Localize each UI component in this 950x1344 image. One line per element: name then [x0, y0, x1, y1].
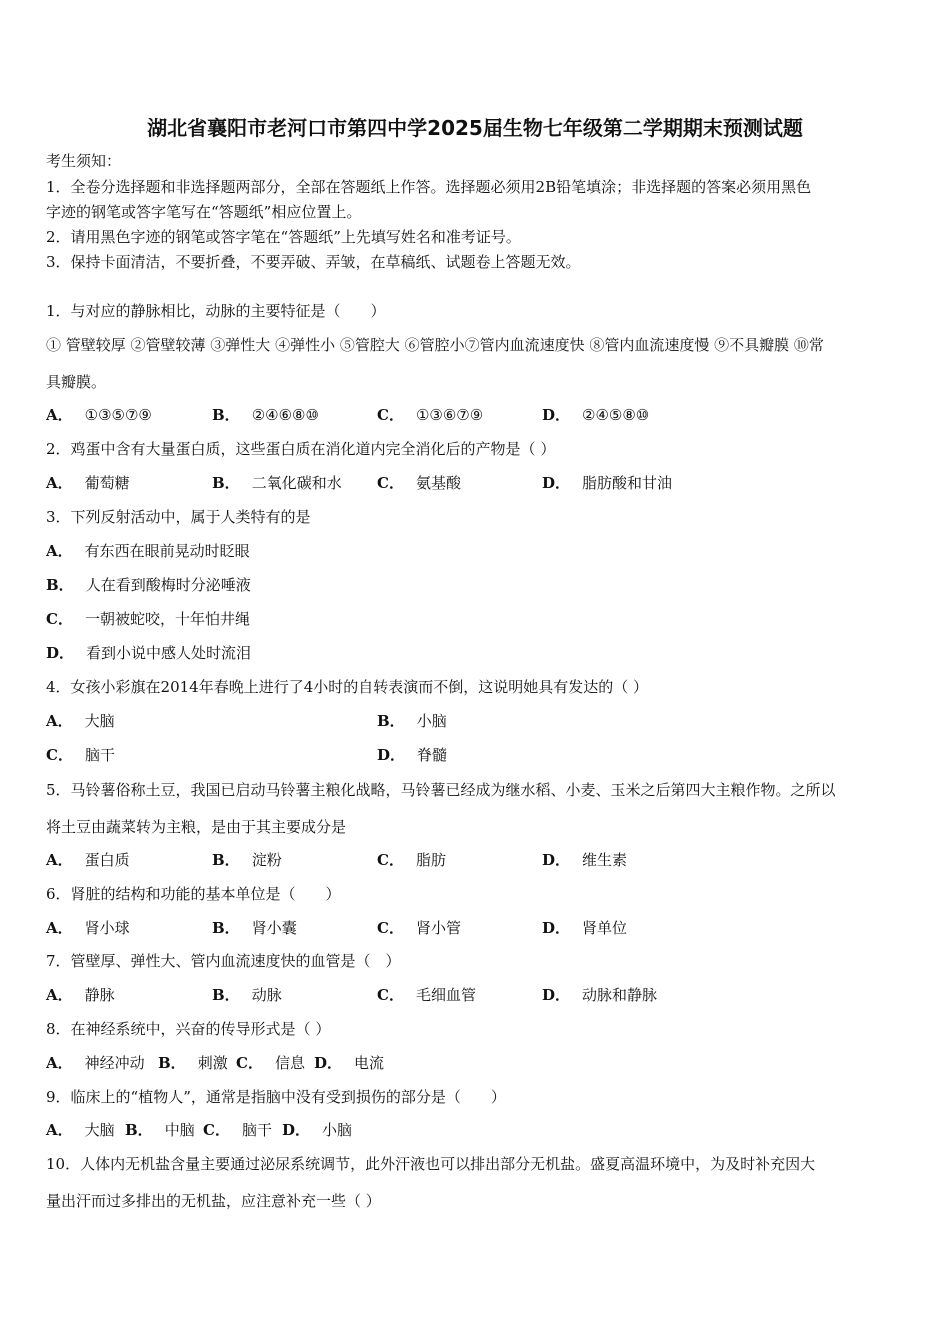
- question-4-option-a[interactable]: A． 大脑: [46, 712, 115, 730]
- question-7-option-a[interactable]: A． 静脉: [46, 986, 115, 1004]
- question-1-option-b[interactable]: B． ②④⑥⑧⑩: [212, 406, 319, 424]
- question-1-option-d[interactable]: D． ②④⑤⑧⑩: [542, 406, 650, 424]
- question-9-option-d[interactable]: D． 小脑: [282, 1121, 353, 1139]
- question-8-stem: 8．在神经系统中，兴奋的传导形式是（ ）: [46, 1020, 331, 1038]
- question-7-option-c[interactable]: C． 毛细血管: [377, 986, 476, 1004]
- question-2-option-d[interactable]: D． 脂肪酸和甘油: [542, 474, 673, 492]
- question-6-stem: 6．肾脏的结构和功能的基本单位是（ ）: [46, 885, 341, 903]
- question-7-option-d[interactable]: D． 动脉和静脉: [542, 986, 658, 1004]
- question-7-stem: 7．管壁厚、弹性大、管内血流速度快的血管是（ ）: [46, 952, 401, 970]
- notice-line-1a: 1．全卷分选择题和非选择题两部分，全部在答题纸上作答。选择题必须用2B铅笔填涂；非选择题的答案必须用黑色: [46, 178, 812, 196]
- question-3-stem: 3．下列反射活动中，属于人类特有的是: [46, 508, 311, 526]
- notice-line-2: 2．请用黑色字迹的钢笔或答字笔在“答题纸”上先填写姓名和准考证号。: [46, 228, 521, 246]
- question-10-stem-a: 10．人体内无机盐含量主要通过泌尿系统调节，此外汗液也可以排出部分无机盐。盛夏高温环境中，为及时补充因大: [46, 1155, 816, 1173]
- question-2-option-b[interactable]: B． 二氧化碳和水: [212, 474, 342, 492]
- question-8-option-b[interactable]: B． 刺激: [158, 1054, 228, 1072]
- question-2-option-c[interactable]: C． 氨基酸: [377, 474, 461, 492]
- question-8-option-a[interactable]: A． 神经冲动: [46, 1054, 145, 1072]
- question-9-option-b[interactable]: B． 中脑: [125, 1121, 195, 1139]
- question-5-option-a[interactable]: A． 蛋白质: [46, 851, 130, 869]
- question-5-option-c[interactable]: C． 脂肪: [377, 851, 446, 869]
- question-9-stem: 9．临床上的“植物人”，通常是指脑中没有受到损伤的部分是（ ）: [46, 1088, 506, 1106]
- question-1-option-c[interactable]: C． ①③⑥⑦⑨: [377, 406, 484, 424]
- question-1-stem: 1．与对应的静脉相比，动脉的主要特征是（ ）: [46, 302, 386, 320]
- question-2-option-a[interactable]: A． 葡萄糖: [46, 474, 130, 492]
- question-3-option-a[interactable]: A． 有东西在眼前晃动时眨眼: [46, 542, 250, 560]
- question-2-stem: 2．鸡蛋中含有大量蛋白质，这些蛋白质在消化道内完全消化后的产物是（ ）: [46, 440, 556, 458]
- question-8-option-d[interactable]: D． 电流: [314, 1054, 385, 1072]
- question-6-option-c[interactable]: C． 肾小管: [377, 919, 461, 937]
- question-8-option-c[interactable]: C． 信息: [236, 1054, 305, 1072]
- question-6-option-d[interactable]: D． 肾单位: [542, 919, 628, 937]
- question-4-option-c[interactable]: C． 脑干: [46, 746, 115, 764]
- question-6-option-b[interactable]: B． 肾小囊: [212, 919, 297, 937]
- question-3-option-c[interactable]: C． 一朝被蛇咬，十年怕井绳: [46, 610, 250, 628]
- question-3-option-d[interactable]: D． 看到小说中感人处时流泪: [46, 644, 252, 662]
- notice-heading: 考生须知：: [46, 152, 122, 170]
- question-10-stem-b: 量出汗而过多排出的无机盐，应注意补充一些（ ）: [46, 1192, 381, 1210]
- question-9-option-a[interactable]: A． 大脑: [46, 1121, 115, 1139]
- question-1-items-a: ① 管壁较厚 ②管壁较薄 ③弹性大 ④弹性小 ⑤管腔大 ⑥管腔小⑦管内血流速度快 ⑧管内血流速度慢 ⑨不具瓣膜 ⑩常: [46, 336, 824, 354]
- page-title: 湖北省襄阳市老河口市第四中学2025届生物七年级第二学期期末预测试题: [147, 116, 803, 140]
- notice-line-3: 3．保持卡面清洁，不要折叠，不要弄破、弄皱，在草稿纸、试题卷上答题无效。: [46, 253, 581, 271]
- question-5-option-d[interactable]: D． 维生素: [542, 851, 628, 869]
- question-4-option-b[interactable]: B． 小脑: [377, 712, 447, 730]
- question-1-items-b: 具瓣膜。: [46, 373, 107, 391]
- question-9-option-c[interactable]: C． 脑干: [203, 1121, 272, 1139]
- question-7-option-b[interactable]: B． 动脉: [212, 986, 282, 1004]
- question-1-option-a[interactable]: A． ①③⑤⑦⑨: [46, 406, 152, 424]
- question-4-option-d[interactable]: D． 脊髓: [377, 746, 448, 764]
- question-6-option-a[interactable]: A． 肾小球: [46, 919, 130, 937]
- question-4-stem: 4．女孩小彩旗在2014年春晚上进行了4小时的自转表演而不倒，这说明她具有发达的（ ）: [46, 678, 649, 696]
- question-3-option-b[interactable]: B． 人在看到酸梅时分泌唾液: [46, 576, 251, 594]
- notice-line-1b: 字迹的钢笔或答字笔写在“答题纸”相应位置上。: [46, 203, 362, 221]
- question-5-stem-a: 5．马铃薯俗称土豆，我国已启动马铃薯主粮化战略，马铃薯已经成为继水稻、小麦、玉米之后第四大主粮作物。之所以: [46, 781, 836, 799]
- question-5-stem-b: 将土豆由蔬菜转为主粮，是由于其主要成分是: [46, 818, 347, 836]
- question-5-option-b[interactable]: B． 淀粉: [212, 851, 282, 869]
